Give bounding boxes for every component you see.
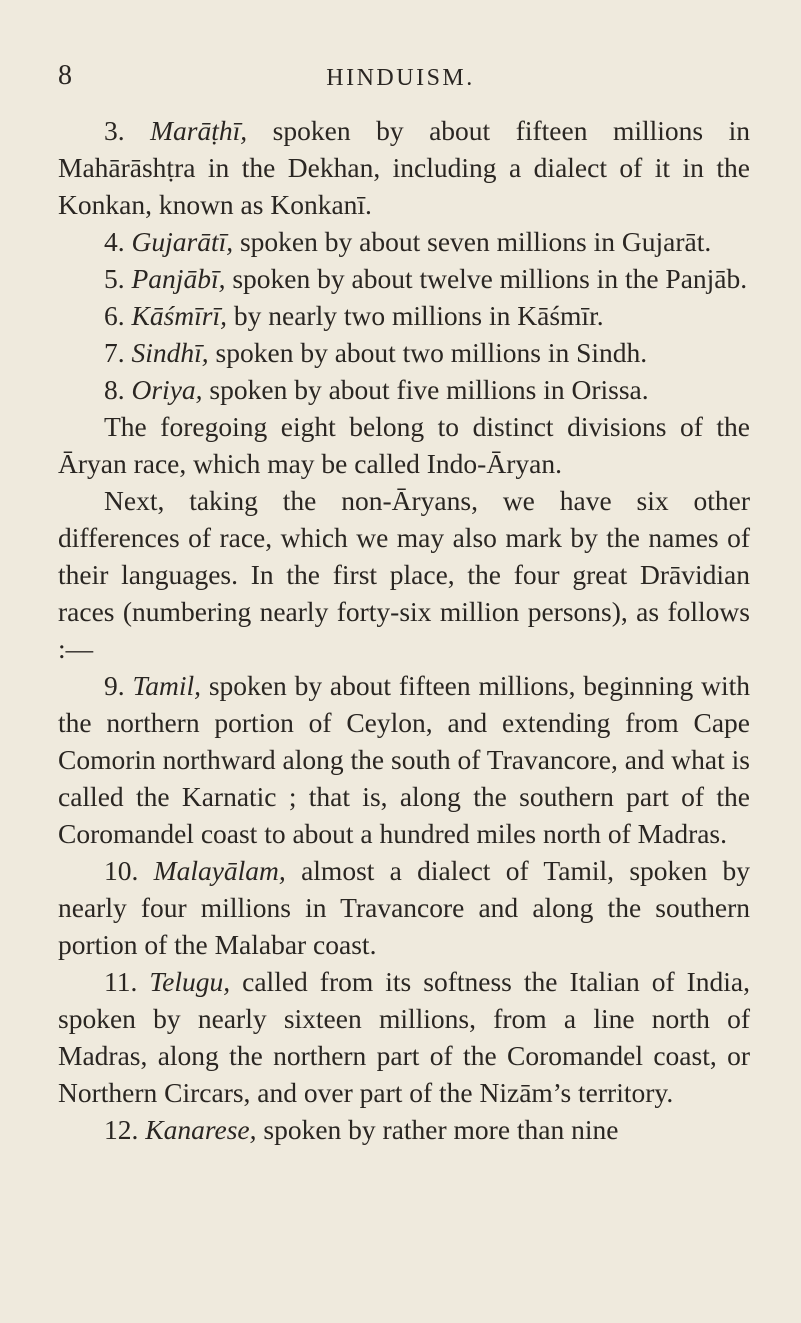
item-text: almost a dialect of Tamil, spoken by nearly four millions in Travancore and along the southern portion of the Malabar coast. [58,855,751,960]
item-number: 7. [104,337,125,368]
paragraph-text: Next, taking the non-Āryans, we have six other differences of race, which we may also mark by the names of their languages. In the first place, the four great Drāvidian races (numbering nearly forty-six million persons), as follows :— [58,485,750,664]
language-name: Malayālam, [153,855,286,886]
paragraph [58,482,750,667]
language-name: Kanarese, [145,1114,257,1145]
item-number: 10. [104,855,139,886]
item-number: 3. [104,115,125,146]
item-text: by nearly two millions in Kāśmīr. [233,300,604,331]
list-item [58,667,750,852]
language-name: Panjābī, [131,263,226,294]
list-item [58,334,750,371]
paragraph-text: The foregoing eight belong to distinct divisions of the Āryan race, which may be called Indo-Āryan. [58,411,750,479]
language-name: Marāṭhī, [150,115,248,146]
list-item [58,963,750,1111]
item-text: spoken by about five millions in Orissa. [209,374,649,405]
item-text: spoken by about seven millions in Gujarāt. [239,226,712,257]
language-name: Gujarātī, [131,226,234,257]
running-head: HINDUISM. [326,65,475,91]
list-item [58,260,750,297]
list-item [58,112,750,223]
list-item [58,1111,750,1148]
item-text: spoken by about fifteen millions in Mahārāshṭra in the Dekhan, including a dialect of it in the Konkan, known as Konkanī. [58,115,751,220]
item-text: spoken by about fifteen millions, beginning with the northern portion of Ceylon, and extending from Cape Comorin northward along the south of Travancore, and what is called the Karnatic ; that is, along the southern part of the Coromandel coast to about a hundred miles north of Madras. [58,670,751,849]
item-number: 4. [104,226,125,257]
page-number: 8 [58,60,72,91]
language-name: Kāśmīrī, [131,300,228,331]
item-number: 9. [104,670,125,701]
item-number: 8. [104,374,125,405]
item-number: 6. [104,300,125,331]
language-name: Oriya, [131,374,203,405]
language-name: Telugu, [149,966,231,997]
item-text: spoken by about twelve millions in the Panjāb. [232,263,748,294]
list-item [58,223,750,260]
item-text: spoken by rather more than nine [263,1114,619,1145]
language-name: Tamil, [132,670,202,701]
item-number: 5. [104,263,125,294]
item-text: called from its softness the Italian of India, spoken by nearly sixteen millions, from a line north of Madras, along the northern part of the Coromandel coast, or Northern Circars, and over part of the Nizām’s territory. [58,966,751,1108]
list-item [58,297,750,334]
body-text [58,112,750,1148]
item-text: spoken by about two millions in Sindh. [215,337,648,368]
item-number: 12. [104,1114,139,1145]
page-header [0,56,801,96]
item-number: 11. [104,966,138,997]
language-name: Sindhī, [131,337,209,368]
list-item [58,371,750,408]
paragraph [58,408,750,482]
list-item [58,852,750,963]
